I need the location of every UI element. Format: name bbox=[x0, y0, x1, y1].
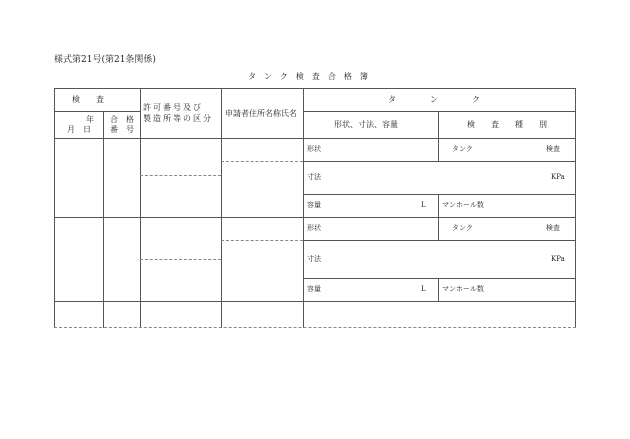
row2-divider-shape bbox=[438, 217, 439, 240]
row1-manhole-label: マンホール数 bbox=[442, 201, 484, 209]
row1-inspection-suffix: 検査 bbox=[546, 145, 560, 153]
col-divider-date-pass bbox=[103, 111, 104, 328]
header-inspection-type: 検 査 種 別 bbox=[467, 120, 551, 129]
row1-shape-label: 形状 bbox=[307, 145, 321, 153]
row1-sub-line-1 bbox=[303, 161, 576, 162]
row1-capacity-unit: L bbox=[421, 201, 426, 209]
header-applicant: 申請者住所名称氏名 bbox=[225, 109, 297, 118]
col-divider-applicant bbox=[221, 88, 222, 328]
row2-permit-dashed-line bbox=[140, 259, 221, 260]
header-mid-line-left bbox=[54, 111, 140, 112]
col-divider-inspection-type bbox=[438, 111, 439, 138]
row1-divider-shape bbox=[438, 138, 439, 161]
row1-size-label: 寸法 bbox=[307, 173, 321, 181]
header-pass-number-1: 合 格 bbox=[110, 115, 134, 124]
table-top-border bbox=[54, 88, 576, 89]
row2-divider-capacity bbox=[438, 278, 439, 301]
page-title: タンク検査合格簿 bbox=[248, 72, 376, 81]
row2-pressure-unit: KPa bbox=[551, 255, 565, 263]
col-divider-tank bbox=[303, 88, 304, 328]
table-left-border bbox=[54, 88, 55, 328]
form-number: 様式第21号(第21条関係) bbox=[54, 55, 156, 65]
row2-capacity-unit: L bbox=[421, 285, 426, 293]
row2-manhole-label: マンホール数 bbox=[442, 285, 484, 293]
header-permit-2: 製造所等の区分 bbox=[143, 114, 213, 123]
row-separator-2 bbox=[54, 301, 576, 302]
header-permit-1: 許可番号及び bbox=[143, 103, 203, 112]
row-separator bbox=[54, 217, 576, 218]
row1-permit-dashed-line bbox=[140, 175, 221, 176]
row1-tank-label: タンク bbox=[452, 145, 473, 153]
table-right-border bbox=[575, 88, 576, 328]
row2-size-label: 寸法 bbox=[307, 255, 321, 263]
row1-applicant-dashed-line bbox=[221, 161, 303, 162]
row1-pressure-unit: KPa bbox=[551, 173, 565, 181]
row1-capacity-label: 容量 bbox=[307, 201, 321, 209]
row1-sub-line-2 bbox=[303, 194, 576, 195]
header-bottom-line bbox=[54, 138, 576, 139]
header-tank: タ ン ク bbox=[388, 95, 486, 104]
row2-sub-line-2 bbox=[303, 278, 576, 279]
header-shape-size-capacity: 形状、寸法、容量 bbox=[334, 120, 398, 129]
header-pass-number-2: 番 号 bbox=[110, 125, 134, 134]
row1-divider-capacity bbox=[438, 194, 439, 217]
header-year: 年 bbox=[86, 115, 94, 124]
row2-inspection-suffix: 検査 bbox=[546, 224, 560, 232]
table-bottom-dashed-line bbox=[54, 327, 576, 328]
row2-tank-label: タンク bbox=[452, 224, 473, 232]
row2-applicant-dashed-line bbox=[221, 240, 303, 241]
header-mid-line-right bbox=[303, 111, 576, 112]
row2-shape-label: 形状 bbox=[307, 224, 321, 232]
header-inspection: 検 査 bbox=[72, 95, 104, 104]
row2-capacity-label: 容量 bbox=[307, 285, 321, 293]
header-month-day: 月 日 bbox=[67, 125, 91, 134]
row2-sub-line-1 bbox=[303, 240, 576, 241]
col-divider-permit bbox=[140, 88, 141, 328]
